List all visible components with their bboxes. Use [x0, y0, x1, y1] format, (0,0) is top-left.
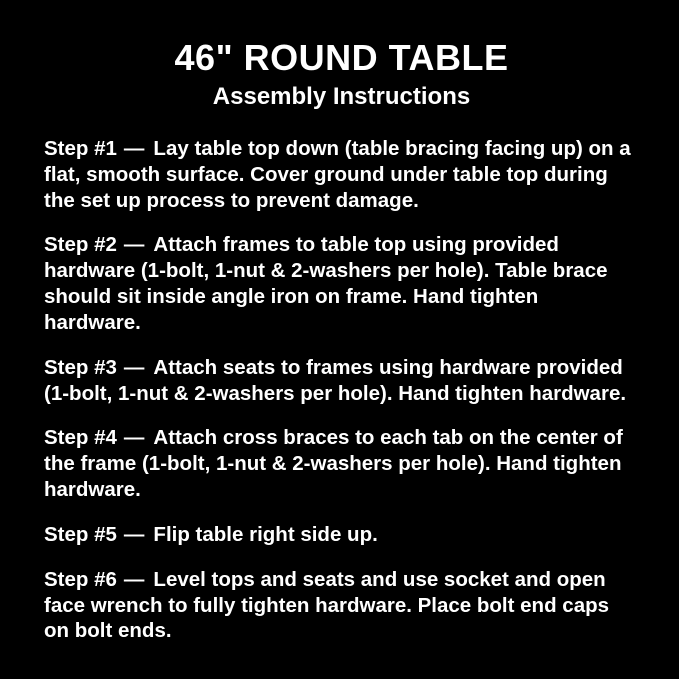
page-title: 46" ROUND TABLE [174, 37, 509, 78]
card-header [44, 38, 639, 110]
step-item-3 [44, 355, 639, 407]
step-text: Flip table right side up. [153, 522, 378, 546]
step-text: Level tops and seats and use socket and open face wrench to fully tighten hardware. Place bolt end caps on bolt ends. [44, 567, 610, 643]
step-text: Attach frames to table top using provided hardware (1-bolt, 1-nut & 2-washers per hole). Table brace should sit inside angle iron on frame. Hand tighten hardware. [44, 233, 608, 334]
step-label: Step #1 [44, 136, 117, 160]
step-item-2 [44, 232, 639, 335]
step-dash: — [123, 355, 145, 379]
step-dash: — [123, 233, 145, 257]
step-label: Step #6 [44, 567, 117, 591]
step-label: Step #3 [44, 355, 117, 379]
step-label: Step #2 [44, 233, 117, 257]
step-item-6 [44, 567, 639, 644]
step-text: Attach cross braces to each tab on the center of the frame (1-bolt, 1-nut & 2-washers per hole). Hand tighten hardware. [44, 426, 623, 502]
step-item-4 [44, 425, 639, 502]
page-subtitle: Assembly Instructions [212, 82, 471, 110]
step-text: Lay table top down (table bracing facing up) on a flat, smooth surface. Cover ground under table top during the set up process to prevent damage. [44, 136, 631, 212]
step-label: Step #5 [44, 522, 117, 546]
step-dash: — [123, 426, 145, 450]
step-item-1 [44, 136, 639, 213]
step-dash: — [123, 136, 145, 160]
step-text: Attach seats to frames using hardware provided (1-bolt, 1-nut & 2-washers per hole). Hand tighten hardware. [44, 355, 627, 405]
step-label: Step #4 [44, 426, 117, 450]
step-dash: — [123, 522, 145, 546]
step-dash: — [123, 567, 145, 591]
step-item-5 [44, 522, 639, 548]
steps-list [44, 136, 639, 644]
